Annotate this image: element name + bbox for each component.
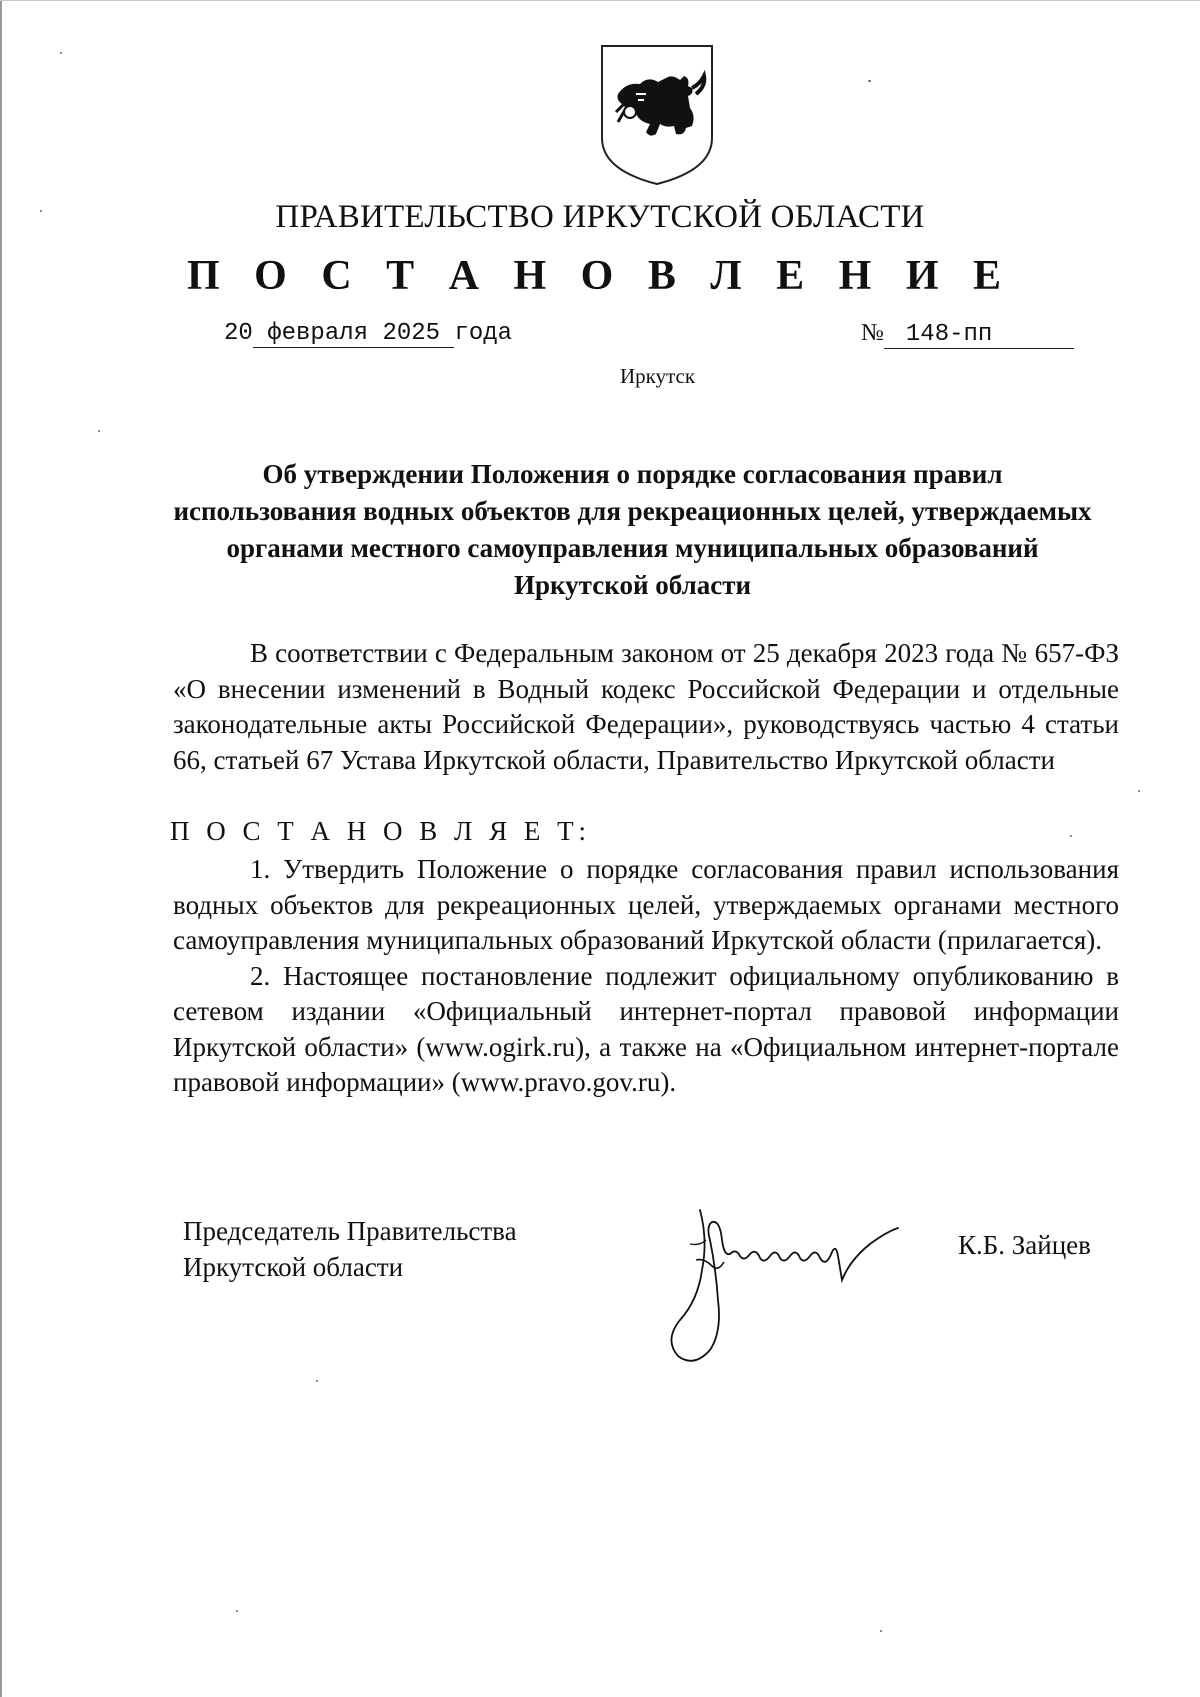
government-title: ПРАВИТЕЛЬСТВО ИРКУТСКОЙ ОБЛАСТИ <box>275 199 925 235</box>
scan-speck <box>236 1610 238 1612</box>
scan-speck <box>98 430 100 432</box>
scan-speck <box>880 1630 882 1632</box>
page-edge-top <box>0 0 1200 1</box>
document-number <box>861 320 1074 349</box>
signer-position-line1: Председатель Правительства <box>183 1216 517 1246</box>
scan-speck <box>1070 835 1072 837</box>
scan-speck <box>60 52 62 54</box>
date-day: 20 <box>224 320 253 347</box>
scan-speck <box>40 210 42 212</box>
resolution-item-2: 2. Настоящее постановление подлежит официальному опубликованию в сетевом издании «Официальный интернет-портал правовой информации Иркутской области» (www.ogirk.ru), а также на «Официальном интернет-портале правовой информации» (www.pravo.gov.ru). <box>173 960 1119 1097</box>
city-name: Иркутск <box>620 364 696 388</box>
resolution-items <box>173 852 1119 1101</box>
scan-speck <box>868 80 871 82</box>
handwritten-signature <box>660 1200 930 1370</box>
signer-name: К.Б. Зайцев <box>958 1230 1091 1260</box>
document-date <box>224 320 512 348</box>
date-suffix: года <box>454 320 513 347</box>
resolution-item-1: 1. Утвердить Положение о порядке согласования правил использования водных объектов для рекреационных целей, утверждаемых органами местного самоуправления муниципальных образований Иркутской области (прилагается). <box>173 854 1119 955</box>
document-type-title: П О С Т А Н О В Л Е Н И Е <box>186 253 1014 299</box>
scan-speck <box>316 1380 318 1382</box>
number-value: 148-пп <box>884 322 1074 349</box>
preamble <box>173 636 1119 778</box>
date-year: 2025 <box>382 320 441 347</box>
preamble-text: В соответствии с Федеральным законом от 25 декабря 2023 года № 657-ФЗ «О внесении изменений в Водный кодекс Российской Федерации и отдельные законодательные акты Российской Федерации», руководствуясь частью 4 статьи 66, статьей 67 Устава Иркутской области, Правительство Иркутской области <box>173 638 1119 775</box>
signer-position-line2: Иркутской области <box>183 1252 404 1282</box>
document-subject: Об утверждении Положения о порядке согласования правил использования водных объектов для рекреационных целей, утверждаемых органами местного самоуправления муниципальных образований Иркутской области <box>173 459 1092 600</box>
date-month-year <box>253 321 455 348</box>
scan-speck <box>1138 790 1140 792</box>
coat-of-arms-icon <box>596 42 718 188</box>
resolves-heading: П О С Т А Н О В Л Я Е Т: <box>170 816 592 846</box>
signer-position <box>183 1213 517 1285</box>
date-month: февраля <box>267 320 369 347</box>
number-sign: № <box>861 320 884 346</box>
